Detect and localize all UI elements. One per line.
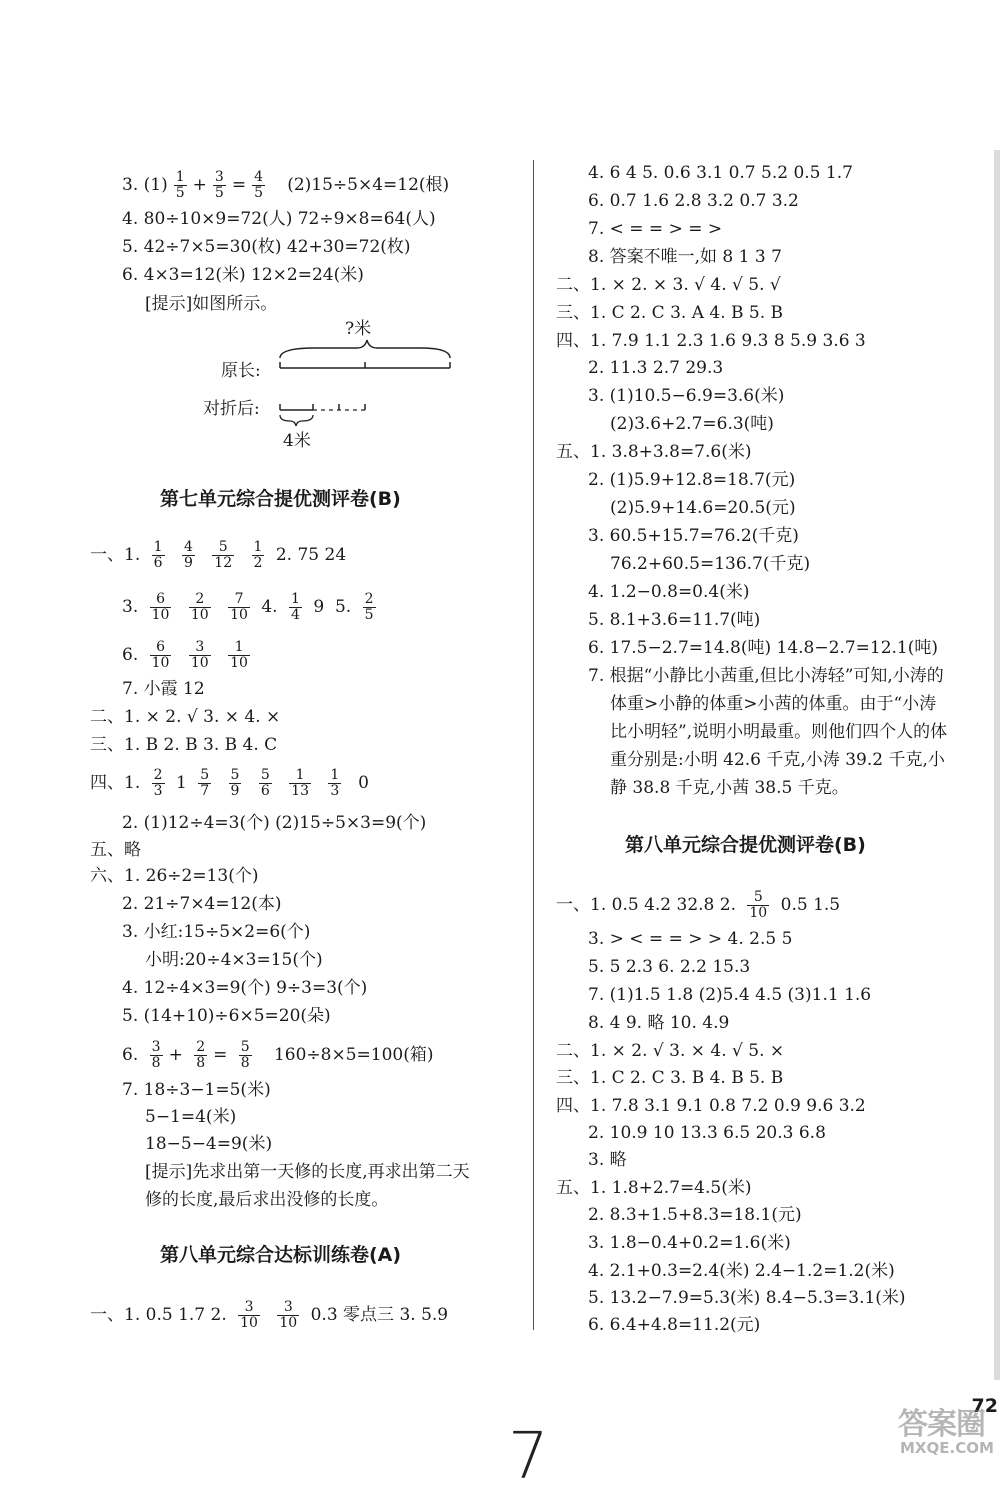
answer-line: 7. < = = > = >: [588, 219, 723, 239]
answer-line: 二、1. × 2. × 3. √ 4. √ 5. √: [556, 275, 781, 295]
page-edge-shadow: [994, 150, 1000, 1380]
answer-line: 5. 42÷7×5=30(枚) 42+30=72(枚): [122, 237, 411, 257]
answer-line: 5−1=4(米): [145, 1107, 237, 1127]
answer-line: 一、1. 0.5 4.2 32.8 2. $\frac{5}{10}$ 0.5 1.5: [556, 889, 841, 921]
answer-line: 六、1. 26÷2=13(个): [90, 866, 259, 886]
answer-line: 6. 4×3=12(米) 12×2=24(米): [122, 265, 364, 285]
answer-line: (2)3.6+2.7=6.3(吨): [610, 414, 774, 434]
answer-line: 2. (1)12÷4=3(个) (2)15÷5×3=9(个): [122, 813, 427, 833]
answer-line: 7. 根据“小静比小茜重,但比小涛轻”可知,小涛的: [588, 666, 944, 686]
answer-line: 6. $\frac{6}{10}$ $\frac{3}{10}$ $\frac{1}{10}$: [122, 639, 248, 671]
answer-line: 五、略: [90, 840, 141, 860]
answer-line: 3. (1) $\frac{1}{5}$ + $\frac{3}{5}$ = $\frac{4}{5}$ (2)15÷5×4=12(根): [122, 169, 450, 201]
answer-line: 7. 18÷3−1=5(米): [122, 1080, 271, 1100]
answer-line: 3. 略: [588, 1150, 627, 1170]
top-label: ?米: [345, 319, 372, 339]
answer-line: 3. (1)10.5−6.9=3.6(米): [588, 386, 785, 406]
answer-line: 5. 8.1+3.6=11.7(吨): [588, 610, 761, 630]
section-title: 第八单元综合提优测评卷(B): [625, 834, 866, 856]
answer-line: 4. 80÷10×9=72(人) 72÷9×8=64(人): [122, 209, 436, 229]
bottom-label: 4米: [283, 431, 311, 451]
section-title: 第八单元综合达标训练卷(A): [160, 1244, 402, 1266]
answer-line: 5. 5 2.3 6. 2.2 15.3: [588, 957, 751, 977]
answer-line: 8. 答案不唯一,如 8 1 3 7: [588, 247, 782, 267]
answer-line: 三、1. B 2. B 3. B 4. C: [90, 735, 278, 755]
hint-text: [提示]如图所示。: [145, 294, 278, 314]
column-divider: [533, 160, 534, 1330]
watermark-url: MXQE.COM: [900, 1439, 994, 1457]
row-label-original: 原长:: [221, 361, 261, 381]
answer-line: 76.2+60.5=136.7(千克): [610, 554, 811, 574]
answer-line: 四、1. 7.9 1.1 2.3 1.6 9.3 8 5.9 3.6 3: [556, 331, 866, 351]
answer-line: (2)5.9+14.6=20.5(元): [610, 498, 796, 518]
answer-line: 3. $\frac{6}{10}$ $\frac{2}{10}$ $\frac{7}{10}$ 4. $\frac{1}{4}$ 9 5. $\frac{2}{5}$: [122, 591, 374, 623]
answer-line: 4. 6 4 5. 0.6 3.1 0.7 5.2 0.5 1.7: [588, 163, 853, 183]
section-title: 第七单元综合提优测评卷(B): [160, 488, 401, 510]
answer-line: 2. 21÷7×4=12(本): [122, 894, 282, 914]
row-label-folded: 对折后:: [203, 399, 260, 419]
answer-line: 6. 6.4+4.8=11.2(元): [588, 1315, 761, 1335]
answer-line: 3. 60.5+15.7=76.2(千克): [588, 526, 799, 546]
answer-line: 7. 小霞 12: [122, 679, 205, 699]
answer-line: 3. 1.8−0.4+0.2=1.6(米): [588, 1233, 791, 1253]
answer-line: 6. 0.7 1.6 2.8 3.2 0.7 3.2: [588, 191, 799, 211]
answer-line: 四、1. 7.8 3.1 9.1 0.8 7.2 0.9 9.6 3.2: [556, 1096, 866, 1116]
length-diagram: [195, 318, 465, 458]
answer-line: 体重>小静的体重>小茜的体重。由于“小涛: [610, 694, 937, 714]
handwritten-mark: 7: [508, 1420, 549, 1494]
answer-line: 2. 11.3 2.7 29.3: [588, 358, 724, 378]
answer-line: 比小明轻”,说明小明最重。则他们四个人的体: [610, 722, 948, 742]
answer-line: 6. 17.5−2.7=14.8(吨) 14.8−2.7=12.1(吨): [588, 638, 939, 658]
answer-line: 6. $\frac{3}{8}$ + $\frac{2}{8}$ = $\frac{5}{8}$ 160÷8×5=100(箱): [122, 1039, 434, 1071]
answer-line: 三、1. C 2. C 3. A 4. B 5. B: [556, 303, 784, 323]
answer-line: 一、1. 0.5 1.7 2. $\frac{3}{10}$ $\frac{3}{10}$ 0.3 零点三 3. 5.9: [90, 1299, 449, 1331]
answer-line: 四、1. $\frac{2}{3}$ 1 $\frac{5}{7}$ $\frac{5}{9}$ $\frac{5}{6}$ $\frac{1}{13}$ $\frac{1}{3}$ 0: [90, 767, 369, 799]
answer-line: 静 38.8 千克,小茜 38.5 千克。: [610, 778, 849, 798]
answer-line: 小明:20÷4×3=15(个): [145, 950, 323, 970]
answer-line: 2. (1)5.9+12.8=18.7(元): [588, 470, 796, 490]
watermark-text: 答案圈: [898, 1407, 985, 1442]
answer-line: 4. 2.1+0.3=2.4(米) 2.4−1.2=1.2(米): [588, 1261, 895, 1281]
hint-text: 修的长度,最后求出没修的长度。: [145, 1190, 389, 1210]
answer-line: 4. 12÷4×3=9(个) 9÷3=3(个): [122, 978, 368, 998]
answer-line: 五、1. 1.8+2.7=4.5(米): [556, 1178, 752, 1198]
site-watermark-logo: [880, 1395, 1000, 1465]
answer-line: 3. 小红:15÷5×2=6(个): [122, 922, 311, 942]
answer-line: 一、1. $\frac{1}{6}$ $\frac{4}{9}$ $\frac{5}{12}$ $\frac{1}{2}$ 2. 75 24: [90, 539, 347, 571]
answer-line: 7. (1)1.5 1.8 (2)5.4 4.5 (3)1.1 1.6: [588, 985, 872, 1005]
answer-line: 2. 10.9 10 13.3 6.5 20.3 6.8: [588, 1123, 826, 1143]
answer-line: 三、1. C 2. C 3. B 4. B 5. B: [556, 1068, 784, 1088]
answer-line: 2. 8.3+1.5+8.3=18.1(元): [588, 1205, 802, 1225]
answer-line: 二、1. × 2. √ 3. × 4. √ 5. ×: [556, 1041, 785, 1061]
answer-line: 5. (14+10)÷6×5=20(朵): [122, 1006, 331, 1026]
answer-line: 5. 13.2−7.9=5.3(米) 8.4−5.3=3.1(米): [588, 1288, 906, 1308]
hint-text: [提示]先求出第一天修的长度,再求出第二天: [145, 1162, 470, 1182]
page-number: 72: [971, 1395, 998, 1417]
answer-line: 二、1. × 2. √ 3. × 4. ×: [90, 707, 281, 727]
answer-line: 8. 4 9. 略 10. 4.9: [588, 1013, 730, 1033]
answer-line: 4. 1.2−0.8=0.4(米): [588, 582, 750, 602]
answer-line: 五、1. 3.8+3.8=7.6(米): [556, 442, 752, 462]
answer-line: 重分别是:小明 42.6 千克,小涛 39.2 千克,小: [610, 750, 945, 770]
diagram-lines: [195, 318, 465, 458]
answer-line: 18−5−4=9(米): [145, 1134, 273, 1154]
answer-line: 3. > < = = > > 4. 2.5 5: [588, 929, 793, 949]
